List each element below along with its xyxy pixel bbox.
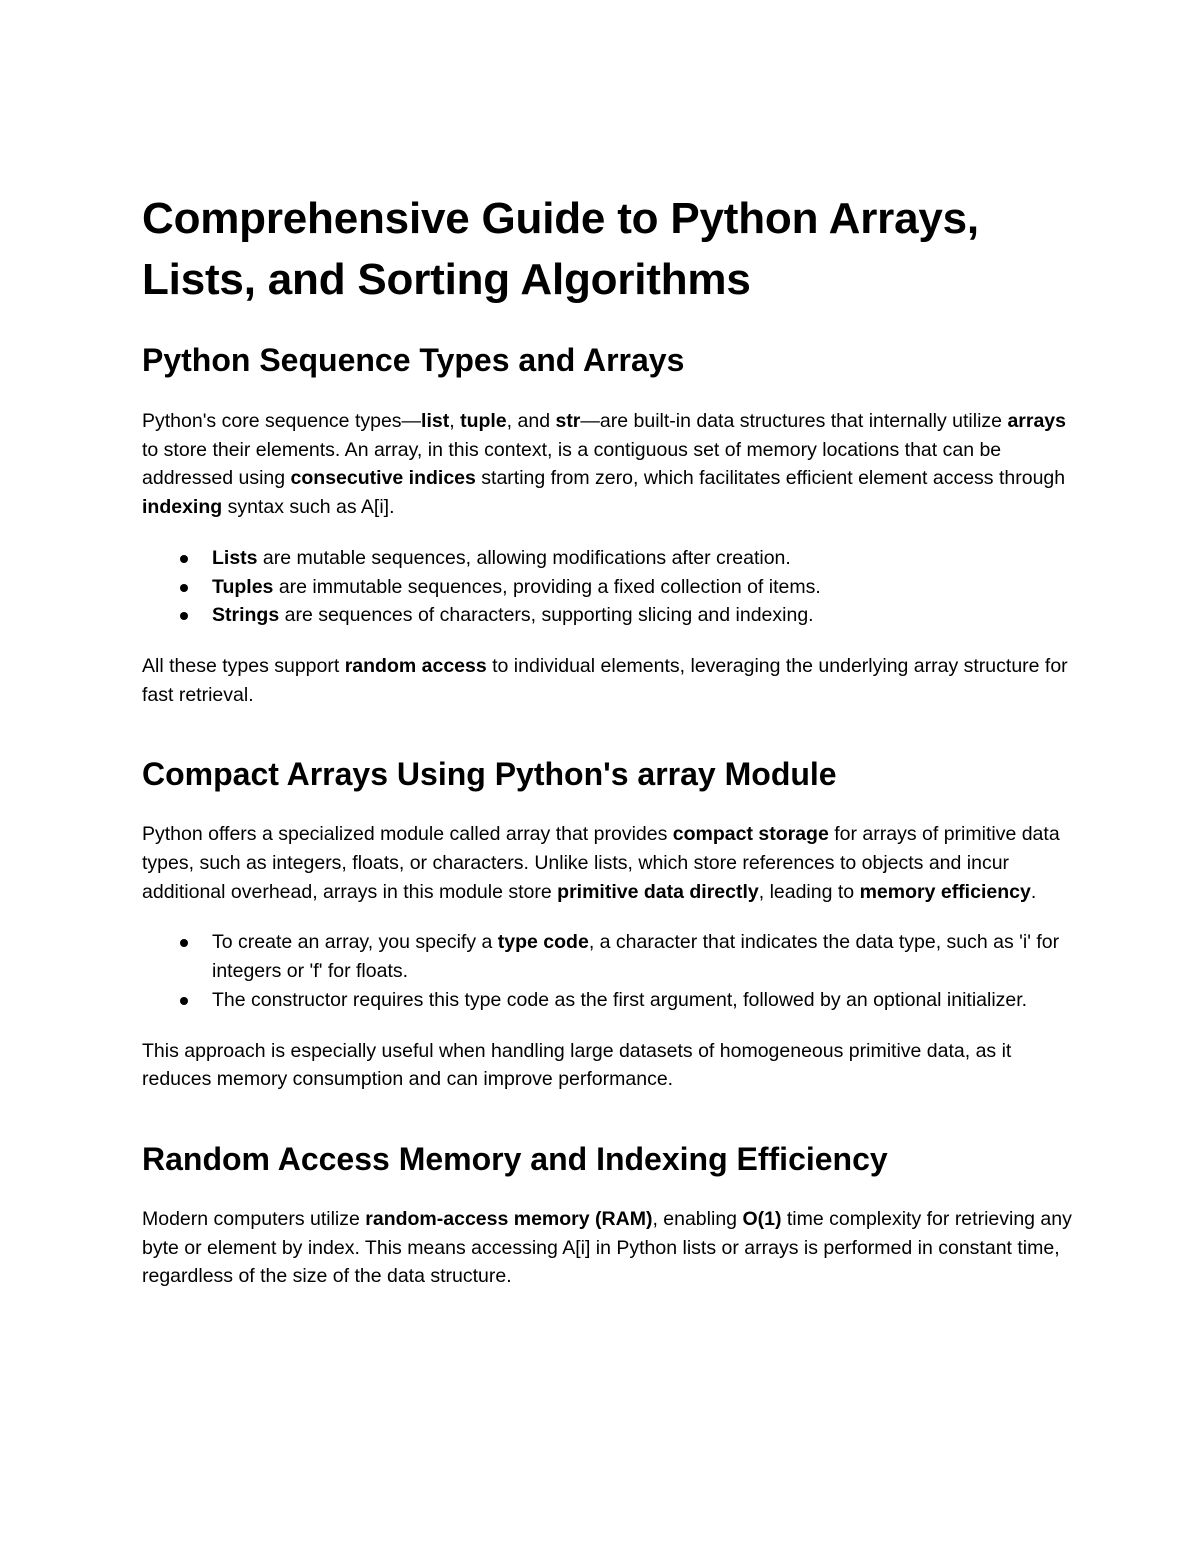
bold-term: random-access memory (RAM) — [365, 1207, 653, 1230]
list-item — [142, 573, 1072, 602]
paragraph — [142, 652, 1072, 709]
document-page — [142, 188, 1072, 1291]
bold-term: Lists — [212, 546, 258, 569]
bold-term: compact storage — [672, 823, 829, 846]
text-run: , leading to — [758, 880, 860, 903]
bold-term: memory efficiency — [859, 880, 1031, 903]
text-run: , — [449, 410, 461, 432]
text-run: , a character that indicates the data type, such as 'i' for integers or 'f' for floats. — [212, 931, 1060, 983]
section-heading-sequence-types: Python Sequence Types and Arrays — [142, 342, 685, 378]
list-item — [142, 928, 1072, 985]
paragraph — [142, 1037, 1072, 1094]
text-run: to store their elements. An array, in this context, is a contiguous set of memory locations that can be addressed using — [142, 438, 1002, 490]
text-run: . — [1030, 880, 1037, 903]
text-run: , and — [506, 410, 556, 432]
bullet-list — [142, 544, 1072, 630]
list-item — [142, 544, 1072, 573]
bullet-icon — [180, 612, 188, 620]
bold-term: primitive data directly — [557, 880, 759, 903]
page-title: Comprehensive Guide to Python Arrays, Lists, and Sorting Algorithms — [142, 194, 979, 304]
paragraph — [142, 1205, 1072, 1291]
section-heading-ram-indexing: Random Access Memory and Indexing Efficiency — [142, 1140, 888, 1177]
bold-term: O(1) — [742, 1207, 782, 1230]
text-run: The constructor requires this type code as the first argument, followed by an optional initializer. — [212, 988, 1028, 1011]
text-run: This approach is especially useful when handling large datasets of homogeneous primitive data, as it reduces memory consumption and can improve performance. — [142, 1039, 1012, 1091]
text-run: —are built-in data structures that internally utilize — [580, 410, 1008, 432]
text-run: All these types support — [142, 654, 345, 677]
text-run: , enabling — [652, 1207, 743, 1230]
bullet-icon — [180, 555, 188, 563]
bullet-icon — [180, 939, 188, 947]
section-heading-compact-arrays: Compact Arrays Using Python's array Module — [142, 756, 837, 793]
text-run: are sequences of characters, supporting slicing and indexing. — [279, 604, 814, 627]
bold-term: list — [421, 410, 450, 432]
bold-term: Tuples — [212, 575, 274, 598]
bullet-icon — [180, 997, 188, 1005]
text-run: Modern computers utilize — [142, 1207, 366, 1230]
bullet-icon — [180, 584, 188, 592]
list-item — [142, 986, 1072, 1015]
bold-term: str — [555, 410, 581, 432]
bold-term: arrays — [1007, 410, 1066, 432]
text-run: syntax such as A[i]. — [222, 496, 395, 519]
bold-term: indexing — [142, 496, 223, 519]
text-run: Python's core sequence types— — [142, 410, 422, 432]
bold-term: random access — [344, 654, 487, 677]
bold-term: type code — [497, 931, 589, 954]
bullet-list — [142, 928, 1072, 1014]
text-run: for arrays of primitive data types, such as integers, floats, or characters. Unlike lists, which store references to objects and incur additional overhead, arrays in this module store — [142, 823, 1060, 903]
text-run: time complexity for retrieving any byte or element by index. This means accessing A[i] in Python lists or arrays is performed in constant time, regardless of the size of the data structure. — [142, 1207, 1072, 1288]
bold-term: Strings — [212, 604, 280, 627]
text-run: To create an array, you specify a — [212, 931, 498, 954]
list-item — [142, 601, 1072, 630]
paragraph — [142, 820, 1072, 906]
text-run: are immutable sequences, providing a fixed collection of items. — [273, 575, 821, 598]
text-run: are mutable sequences, allowing modifications after creation. — [257, 546, 791, 569]
text-run: starting from zero, which facilitates efficient element access through — [475, 467, 1066, 490]
text-run: Python offers a specialized module called array that provides — [142, 823, 673, 846]
paragraph — [142, 407, 1072, 522]
bold-term: consecutive indices — [290, 467, 476, 490]
bold-term: tuple — [460, 410, 507, 432]
text-run: to individual elements, leveraging the underlying array structure for fast retrieval. — [142, 654, 1068, 706]
